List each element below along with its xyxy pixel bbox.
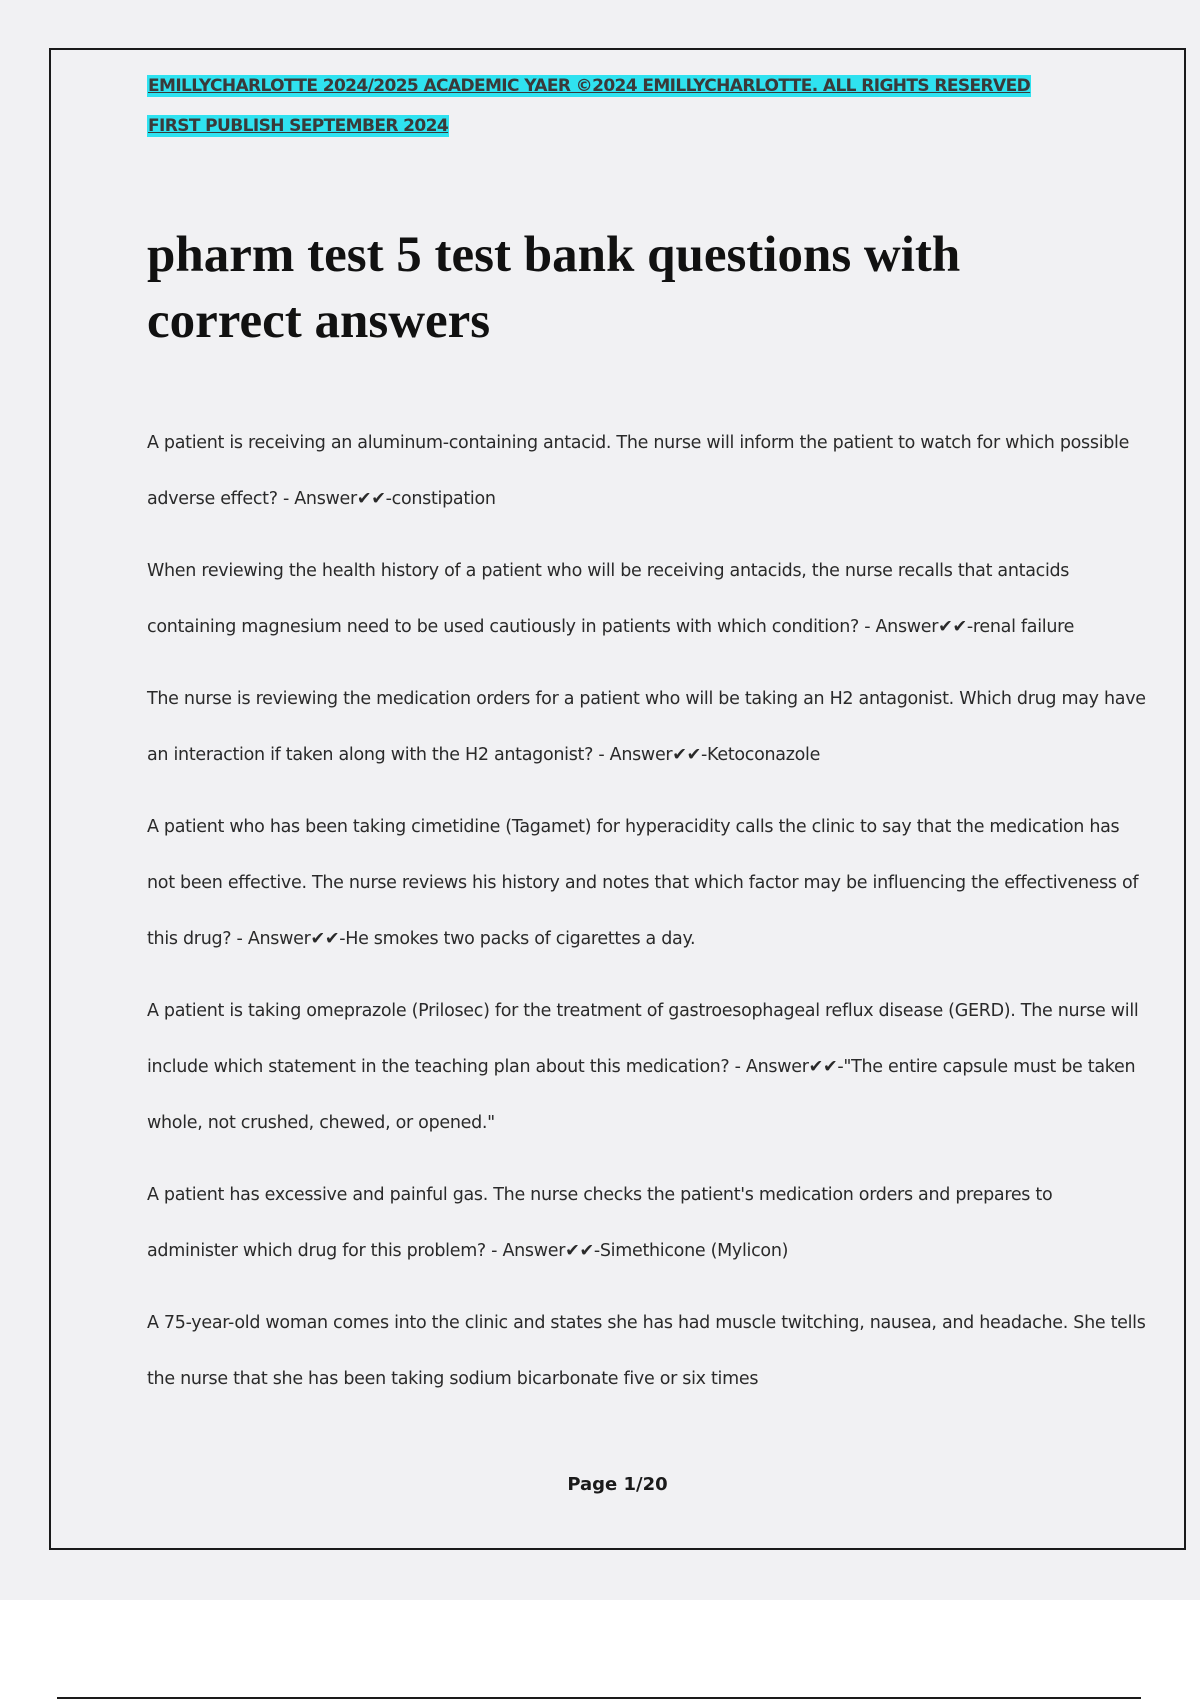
- publish-date-header: FIRST PUBLISH SEPTEMBER 2024: [148, 116, 449, 136]
- question-item: A patient has excessive and painful gas. The nurse checks the patient's medication orders and prepares to administer which drug for this problem? - Answer✔✔-Simethicone (Mylicon): [147, 1185, 1053, 1261]
- question-list: [147, 415, 1147, 1423]
- question-item: A patient who has been taking cimetidine (Tagamet) for hyperacidity calls the clinic to say that the medication has not been effective. The nurse reviews his history and notes that which factor may be influencing the effectiveness of this drug? - Answer✔✔-He smokes two packs of cigarettes a day.: [147, 817, 1139, 949]
- document-page: [49, 48, 1186, 1550]
- question-item: The nurse is reviewing the medication orders for a patient who will be taking an H2 antagonist. Which drug may have an interaction if taken along with the H2 antagonist? - Answer✔✔-Ketoconazole: [147, 689, 1146, 765]
- document-title: pharm test 5 test bank questions with correct answers: [147, 227, 961, 349]
- question-item: A 75-year-old woman comes into the clinic and states she has had muscle twitching, nausea, and headache. She tells the nurse that she has been taking sodium bicarbonate five or six times: [147, 1313, 1146, 1389]
- copyright-header: EMILLYCHARLOTTE 2024/2025 ACADEMIC YAER ©2024 EMILLYCHARLOTTE. ALL RIGHTS RESERVED: [148, 76, 1031, 96]
- next-page-divider: [57, 1697, 1141, 1699]
- page-number: Page 1/20: [567, 1474, 668, 1495]
- question-item: A patient is receiving an aluminum-containing antacid. The nurse will inform the patient to watch for which possible adverse effect? - Answer✔✔-constipation: [147, 433, 1130, 509]
- question-item: When reviewing the health history of a patient who will be receiving antacids, the nurse recalls that antacids containing magnesium need to be used cautiously in patients with which condition? - Answer✔✔-renal failure: [147, 561, 1075, 637]
- question-item: A patient is taking omeprazole (Prilosec) for the treatment of gastroesophageal reflux disease (GERD). The nurse will include which statement in the teaching plan about this medication? - Answer✔✔-"The entire capsule must be taken whole, not crushed, chewed, or opened.": [147, 1001, 1139, 1133]
